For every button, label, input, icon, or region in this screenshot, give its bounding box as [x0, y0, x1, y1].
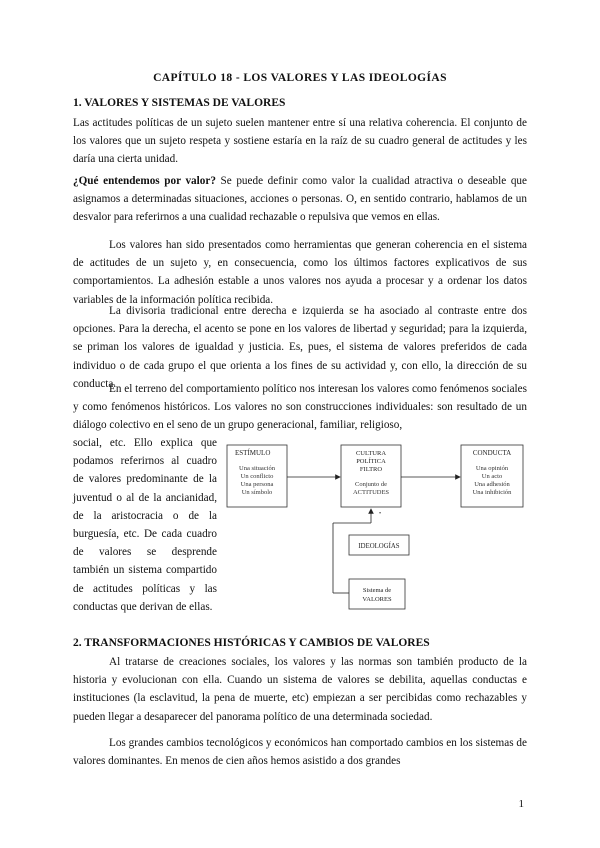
ideologies-label: IDEOLOGÍAS: [358, 543, 400, 550]
culture-line: Conjunto de: [355, 481, 387, 488]
chapter-title: CAPÍTULO 18 - LOS VALORES Y LAS IDEOLOGÍAS: [153, 72, 447, 84]
section-2-heading: 2. TRANSFORMACIONES HISTÓRICAS Y CAMBIOS DE VALORES: [73, 637, 430, 649]
stimulus-line: Una persona: [240, 481, 274, 488]
values-diagram: [225, 443, 527, 613]
conduct-line: Una inhibición: [472, 489, 512, 496]
values-line: Sistema de: [362, 587, 392, 594]
culture-line: ACTITUDES: [352, 489, 390, 496]
section-1-paragraph-5-continued: social, etc. Ello explica que podamos referirnos al cuadro de valores predominante de la juventud o al de la ancianidad, de la aristocracia o de la burguesía, etc. De cada cuadro de valores se desprende también un sistema compartido de actitudes políticas y las conductas que derivan de ellas.: [73, 437, 217, 613]
stimulus-line: Un símbolo: [241, 489, 273, 496]
section-1-paragraph-2: ¿Qué entendemos por valor? Se puede definir como valor la cualidad atractiva o deseable que asignamos a determinadas situaciones, acciones o personas. O, en sentido contrario, hablamos de un desvalor para referirnos a una cualidad rechazable o repulsiva que vemos en ellas.: [73, 175, 527, 224]
svg-text:•: •: [379, 511, 382, 517]
conduct-line: Una adhesión: [474, 481, 510, 488]
values-line: VALORES: [362, 596, 392, 603]
culture-title-line: CULTURA: [355, 450, 387, 457]
section-1-paragraph-3: Los valores han sido presentados como herramientas que generan coherencia en el sistema de actitudes de un sujeto y, en consecuencia, como los últimos factores explicativos de sus comportamientos. La adhesión estable a unos valores nos ayuda a procesar y a ordenar los datos variables de la información política recibida.: [73, 239, 527, 306]
stimulus-title: ESTÍMULO: [235, 449, 271, 457]
section-2-paragraph-1: Al tratarse de creaciones sociales, los valores y las normas son también producto de la historia y evolucionan con ella. Cuando un sistema de valores se debilita, aquellas conductas e instituciones (la esclavitud, la pena de muerte, etc) empiezan a ser percibidas como rechazables y pueden llegar a desaparecer del panorama político de una determinada sociedad.: [73, 656, 527, 723]
culture-title-line: POLÍTICA: [356, 458, 386, 465]
section-1-heading: 1. VALORES Y SISTEMAS DE VALORES: [73, 97, 286, 109]
values-box: [349, 579, 405, 609]
conduct-line: Un acto: [481, 473, 503, 480]
culture-title-line: FILTRO: [359, 466, 383, 473]
section-2-paragraph-2: Los grandes cambios tecnológicos y económicos han comportado cambios en los sistemas de valores dominantes. En menos de cien años hemos asistido a dos grandes: [73, 737, 527, 768]
section-1-paragraph-4: La divisoria tradicional entre derecha e izquierda se ha asociado al contraste entre dos opciones. Para la derecha, el acento se pone en los valores de libertad y seguridad; para la izquierda, se priman los valores de igualdad y justicia. Es, pues, el sistema de valores preferidos de cada individuo o de cada grupo el que orienta a los fines de su actividad y, con ello, la dirección de su conducta.: [73, 305, 527, 390]
definition-lead: ¿Qué entendemos por valor?: [73, 175, 216, 187]
conduct-line: Una opinión: [475, 465, 509, 472]
section-1-paragraph-1: Las actitudes políticas de un sujeto suelen mantener entre sí una relativa coherencia. El conjunto de los valores que un sujeto respeta y sostiene estaría en la raíz de su cuadro general de actitudes y les daría una cierta unidad.: [73, 117, 527, 166]
stimulus-line: Un conflicto: [240, 473, 274, 480]
page-number: 1: [518, 798, 524, 810]
conduct-title: CONDUCTA: [472, 449, 512, 457]
section-1-paragraph-5: En el terreno del comportamiento político nos interesan los valores como fenómenos sociales y como fenómenos históricos. Los valores no son construcciones individuales: son resultado de un diálogo colectivo en el seno de un grupo generacional, familiar, religioso,: [73, 383, 527, 432]
stimulus-line: Una situación: [239, 465, 275, 472]
